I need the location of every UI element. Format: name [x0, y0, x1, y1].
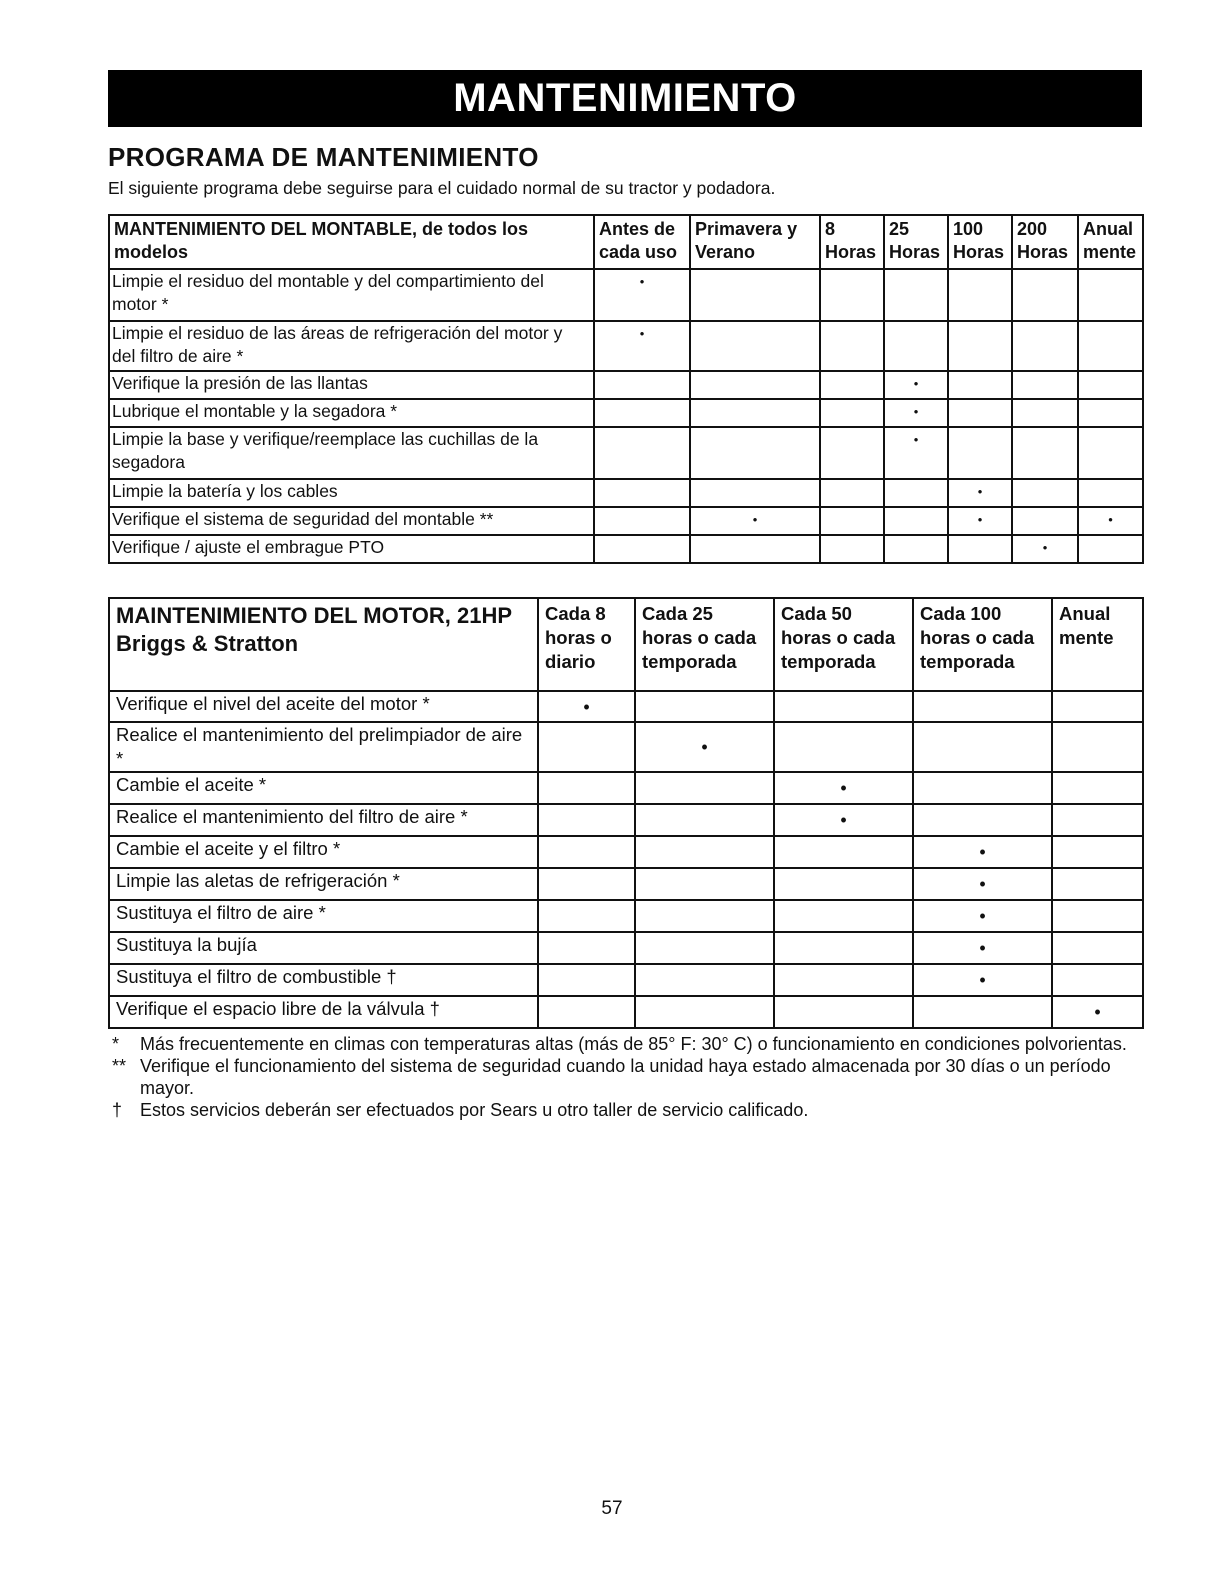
engine-schedule-cell	[538, 836, 635, 868]
rider-table-row	[109, 507, 1143, 535]
rider-schedule-mark: •	[690, 507, 820, 535]
rider-table-row	[109, 535, 1143, 563]
rider-table-row	[109, 371, 1143, 399]
engine-task-label: Cambie el aceite *	[109, 772, 538, 804]
rider-schedule-cell	[820, 479, 884, 507]
rider-schedule-mark: •	[594, 321, 690, 371]
engine-schedule-cell	[913, 804, 1052, 836]
footnote-mark: **	[112, 1056, 127, 1076]
rider-schedule-cell	[1012, 507, 1078, 535]
rider-schedule-cell	[948, 427, 1012, 479]
rider-schedule-mark: •	[884, 371, 948, 399]
rider-header-2: Primavera y Verano	[690, 215, 820, 269]
rider-schedule-cell	[594, 371, 690, 399]
page-banner: MANTENIMIENTO	[108, 70, 1142, 127]
footnote	[108, 1033, 1142, 1055]
rider-schedule-cell	[594, 507, 690, 535]
rider-schedule-mark: •	[884, 427, 948, 479]
engine-schedule-cell	[538, 868, 635, 900]
engine-table-row	[109, 900, 1143, 932]
rider-schedule-cell	[1012, 427, 1078, 479]
engine-task-label: Realice el mantenimiento del filtro de aire *	[109, 804, 538, 836]
rider-schedule-cell	[1012, 479, 1078, 507]
rider-schedule-cell	[690, 427, 820, 479]
engine-schedule-cell	[538, 772, 635, 804]
engine-table-row	[109, 868, 1143, 900]
engine-schedule-cell	[1052, 804, 1143, 836]
rider-header-7: Anual mente	[1078, 215, 1143, 269]
engine-header-0: MAINTENIMIENTO DEL MOTOR, 21HP Briggs & Stratton	[109, 598, 538, 691]
rider-schedule-cell	[820, 507, 884, 535]
footnote-mark: †	[112, 1100, 123, 1120]
rider-schedule-cell	[884, 321, 948, 371]
rider-schedule-cell	[1078, 321, 1143, 371]
rider-schedule-cell	[690, 371, 820, 399]
engine-schedule-mark: •	[913, 868, 1052, 900]
rider-schedule-cell	[690, 479, 820, 507]
rider-header-1: Antes de cada uso	[594, 215, 690, 269]
rider-schedule-cell	[820, 269, 884, 321]
footnotes	[108, 1033, 1142, 1121]
engine-schedule-cell	[635, 900, 774, 932]
rider-schedule-cell	[948, 321, 1012, 371]
rider-task-label: Verifique la presión de las llantas	[109, 371, 594, 399]
engine-schedule-cell	[538, 722, 635, 772]
rider-schedule-cell	[1078, 269, 1143, 321]
engine-schedule-cell	[913, 996, 1052, 1028]
rider-schedule-cell	[820, 535, 884, 563]
engine-schedule-cell	[774, 932, 913, 964]
engine-header-5: Anual mente	[1052, 598, 1143, 691]
engine-schedule-mark: •	[774, 804, 913, 836]
rider-table-header-row	[109, 215, 1143, 269]
engine-schedule-cell	[538, 804, 635, 836]
engine-schedule-cell	[774, 836, 913, 868]
rider-schedule-cell	[1012, 269, 1078, 321]
engine-task-label: Sustituya el filtro de aire *	[109, 900, 538, 932]
rider-schedule-cell	[594, 479, 690, 507]
rider-schedule-cell	[884, 507, 948, 535]
engine-schedule-cell	[635, 804, 774, 836]
rider-schedule-mark: •	[948, 479, 1012, 507]
engine-table-header-row	[109, 598, 1143, 691]
rider-schedule-mark: •	[948, 507, 1012, 535]
engine-schedule-cell	[538, 964, 635, 996]
engine-schedule-cell	[1052, 964, 1143, 996]
rider-task-label: Limpie la batería y los cables	[109, 479, 594, 507]
rider-schedule-mark: •	[1078, 507, 1143, 535]
rider-schedule-cell	[948, 399, 1012, 427]
engine-header-2: Cada 25 horas o cada temporada	[635, 598, 774, 691]
engine-schedule-mark: •	[1052, 996, 1143, 1028]
rider-task-label: Verifique el sistema de seguridad del montable **	[109, 507, 594, 535]
engine-schedule-cell	[774, 868, 913, 900]
rider-schedule-cell	[820, 427, 884, 479]
engine-schedule-cell	[1052, 868, 1143, 900]
engine-table-row	[109, 836, 1143, 868]
engine-table-row	[109, 932, 1143, 964]
rider-header-3: 8 Horas	[820, 215, 884, 269]
footnote-mark: *	[112, 1034, 120, 1054]
rider-schedule-cell	[1012, 399, 1078, 427]
engine-schedule-mark: •	[635, 722, 774, 772]
section-title: PROGRAMA DE MANTENIMIENTO	[108, 142, 539, 172]
engine-schedule-cell	[774, 691, 913, 722]
engine-schedule-mark: •	[913, 964, 1052, 996]
engine-schedule-cell	[913, 722, 1052, 772]
engine-schedule-cell	[635, 836, 774, 868]
engine-schedule-mark: •	[538, 691, 635, 722]
rider-schedule-cell	[948, 269, 1012, 321]
engine-task-label: Limpie las aletas de refrigeración *	[109, 868, 538, 900]
rider-task-label: Verifique / ajuste el embrague PTO	[109, 535, 594, 563]
engine-schedule-cell	[538, 900, 635, 932]
rider-schedule-mark: •	[594, 269, 690, 321]
rider-table-row	[109, 269, 1143, 321]
engine-schedule-cell	[538, 996, 635, 1028]
engine-task-label: Cambie el aceite y el filtro *	[109, 836, 538, 868]
footnote-text: Verifique el funcionamiento del sistema de seguridad cuando la unidad haya estado almacenada por 30 días o un período mayor.	[140, 1056, 1111, 1098]
engine-schedule-mark: •	[913, 836, 1052, 868]
engine-schedule-cell	[1052, 691, 1143, 722]
engine-header-3: Cada 50 horas o cada temporada	[774, 598, 913, 691]
rider-schedule-mark: •	[884, 399, 948, 427]
rider-schedule-cell	[1012, 371, 1078, 399]
rider-table-row	[109, 321, 1143, 371]
engine-schedule-cell	[1052, 932, 1143, 964]
footnote	[108, 1099, 1142, 1121]
rider-schedule-cell	[820, 321, 884, 371]
footnote	[108, 1055, 1142, 1099]
engine-schedule-cell	[913, 772, 1052, 804]
rider-schedule-cell	[594, 427, 690, 479]
engine-table-row	[109, 772, 1143, 804]
engine-schedule-mark: •	[774, 772, 913, 804]
rider-schedule-cell	[884, 535, 948, 563]
engine-schedule-cell	[1052, 900, 1143, 932]
engine-schedule-cell	[635, 996, 774, 1028]
engine-table-row	[109, 722, 1143, 772]
engine-schedule-cell	[538, 932, 635, 964]
engine-task-label: Verifique el espacio libre de la válvula †	[109, 996, 538, 1028]
rider-schedule-cell	[1012, 321, 1078, 371]
rider-task-label: Limpie el residuo de las áreas de refrigeración del motor y del filtro de aire *	[109, 321, 594, 371]
engine-table-row	[109, 996, 1143, 1028]
page-number: 57	[601, 1498, 623, 1519]
engine-schedule-cell	[635, 932, 774, 964]
engine-maintenance-table	[108, 597, 1144, 1029]
rider-task-label: Limpie la base y verifique/reemplace las cuchillas de la segadora	[109, 427, 594, 479]
rider-schedule-cell	[820, 399, 884, 427]
rider-schedule-cell	[820, 371, 884, 399]
engine-schedule-cell	[1052, 836, 1143, 868]
engine-schedule-cell	[635, 964, 774, 996]
rider-header-6: 200 Horas	[1012, 215, 1078, 269]
rider-schedule-cell	[690, 535, 820, 563]
engine-schedule-cell	[635, 772, 774, 804]
rider-schedule-cell	[690, 269, 820, 321]
rider-schedule-cell	[690, 321, 820, 371]
engine-table-row	[109, 691, 1143, 722]
engine-schedule-mark: •	[913, 900, 1052, 932]
engine-schedule-cell	[635, 691, 774, 722]
rider-schedule-mark: •	[1012, 535, 1078, 563]
engine-schedule-mark: •	[913, 932, 1052, 964]
rider-header-5: 100 Horas	[948, 215, 1012, 269]
rider-schedule-cell	[594, 535, 690, 563]
engine-schedule-cell	[1052, 722, 1143, 772]
engine-schedule-cell	[913, 691, 1052, 722]
footnote-text: Más frecuentemente en climas con temperaturas altas (más de 85° F: 30° C) o funcionamiento en condiciones polvorientas.	[140, 1034, 1127, 1054]
engine-header-4: Cada 100 horas o cada temporada	[913, 598, 1052, 691]
rider-task-label: Limpie el residuo del montable y del compartimiento del motor *	[109, 269, 594, 321]
engine-task-label: Sustituya el filtro de combustible †	[109, 964, 538, 996]
footnote-text: Estos servicios deberán ser efectuados por Sears u otro taller de servicio calificado.	[140, 1100, 809, 1120]
rider-header-4: 25 Horas	[884, 215, 948, 269]
rider-table-row	[109, 479, 1143, 507]
rider-schedule-cell	[594, 399, 690, 427]
rider-maintenance-table	[108, 214, 1144, 564]
intro-text: El siguiente programa debe seguirse para el cuidado normal de su tractor y podadora.	[108, 178, 776, 198]
engine-task-label: Sustituya la bujía	[109, 932, 538, 964]
rider-schedule-cell	[948, 535, 1012, 563]
engine-schedule-cell	[774, 996, 913, 1028]
rider-schedule-cell	[690, 399, 820, 427]
rider-task-label: Lubrique el montable y la segadora *	[109, 399, 594, 427]
rider-schedule-cell	[948, 371, 1012, 399]
rider-table-row	[109, 399, 1143, 427]
engine-schedule-cell	[1052, 772, 1143, 804]
rider-schedule-cell	[1078, 535, 1143, 563]
rider-header-0: MANTENIMIENTO DEL MONTABLE, de todos los modelos	[109, 215, 594, 269]
engine-table-row	[109, 964, 1143, 996]
engine-schedule-cell	[774, 900, 913, 932]
engine-schedule-cell	[774, 722, 913, 772]
engine-header-1: Cada 8 horas o diario	[538, 598, 635, 691]
rider-schedule-cell	[1078, 399, 1143, 427]
engine-schedule-cell	[774, 964, 913, 996]
rider-schedule-cell	[884, 479, 948, 507]
engine-table-row	[109, 804, 1143, 836]
rider-schedule-cell	[1078, 427, 1143, 479]
rider-schedule-cell	[884, 269, 948, 321]
engine-schedule-cell	[635, 868, 774, 900]
rider-table-row	[109, 427, 1143, 479]
engine-task-label: Verifique el nivel del aceite del motor *	[109, 691, 538, 722]
rider-schedule-cell	[1078, 371, 1143, 399]
rider-schedule-cell	[1078, 479, 1143, 507]
engine-task-label: Realice el mantenimiento del prelimpiador de aire *	[109, 722, 538, 772]
